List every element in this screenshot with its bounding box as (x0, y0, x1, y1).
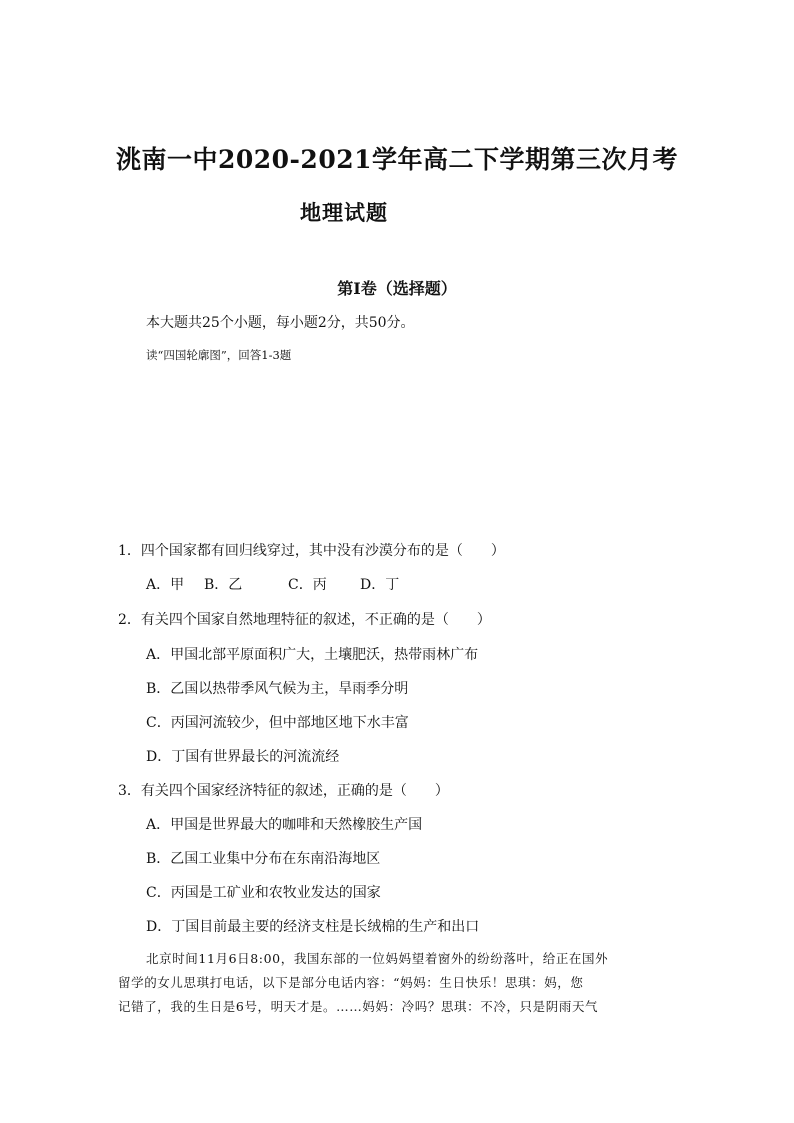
section-heading: 第Ⅰ卷（选择题） (337, 279, 457, 298)
passage-line-2: 留学的女儿思琪打电话，以下是部分电话内容：“妈妈：生日快乐！思琪：妈，您 (118, 975, 584, 990)
question-1-option-d: D．丁 (360, 577, 400, 593)
question-1-stem: 1．四个国家都有回归线穿过，其中没有沙漠分布的是（ ） (118, 543, 505, 559)
question-1-option-a: A．甲 (146, 577, 185, 593)
question-1-option-b: B．乙 (204, 577, 243, 593)
question-2-option-d: D．丁国有世界最长的河流流经 (146, 749, 340, 765)
question-3-option-c: C．丙国是工矿业和农牧业发达的国家 (146, 885, 381, 901)
question-2-option-a: A．甲国北部平原面积广大，土壤肥沃，热带雨林广布 (146, 647, 479, 663)
question-1-options (146, 574, 446, 596)
map-placeholder (146, 370, 646, 525)
question-3-option-a: A．甲国是世界最大的咖啡和天然橡胶生产国 (146, 817, 423, 833)
question-1-option-c: C．丙 (288, 577, 327, 593)
question-3-stem: 3．有关四个国家经济特征的叙述，正确的是（ ） (118, 783, 449, 799)
question-2-option-c: C．丙国河流较少，但中部地区地下水丰富 (146, 715, 409, 731)
question-3-option-b: B．乙国工业集中分布在东南沿海地区 (146, 851, 381, 867)
passage-line-3: 记错了，我的生日是6号，明天才是。……妈妈：冷吗？思琪：不冷，只是阴雨天气 (118, 999, 599, 1014)
passage-line-1: 北京时间11月6日8:00，我国东部的一位妈妈望着窗外的纷纷落叶，给正在国外 (146, 951, 609, 966)
question-2-stem: 2．有关四个国家自然地理特征的叙述，不正确的是（ ） (118, 612, 491, 628)
question-2-option-b: B．乙国以热带季风气候为主，旱雨季分明 (146, 681, 409, 697)
section-instructions: 本大题共25个小题，每小题2分，共50分。 (146, 315, 415, 331)
document-subtitle: 地理试题 (300, 200, 388, 225)
map-reading-prompt: 读“四国轮廓图”，回答1-3题 (146, 348, 292, 362)
document-title: 洮南一中2020-2021学年高二下学期第三次月考 (115, 145, 679, 174)
question-3-option-d: D．丁国目前最主要的经济支柱是长绒棉的生产和出口 (146, 919, 480, 935)
